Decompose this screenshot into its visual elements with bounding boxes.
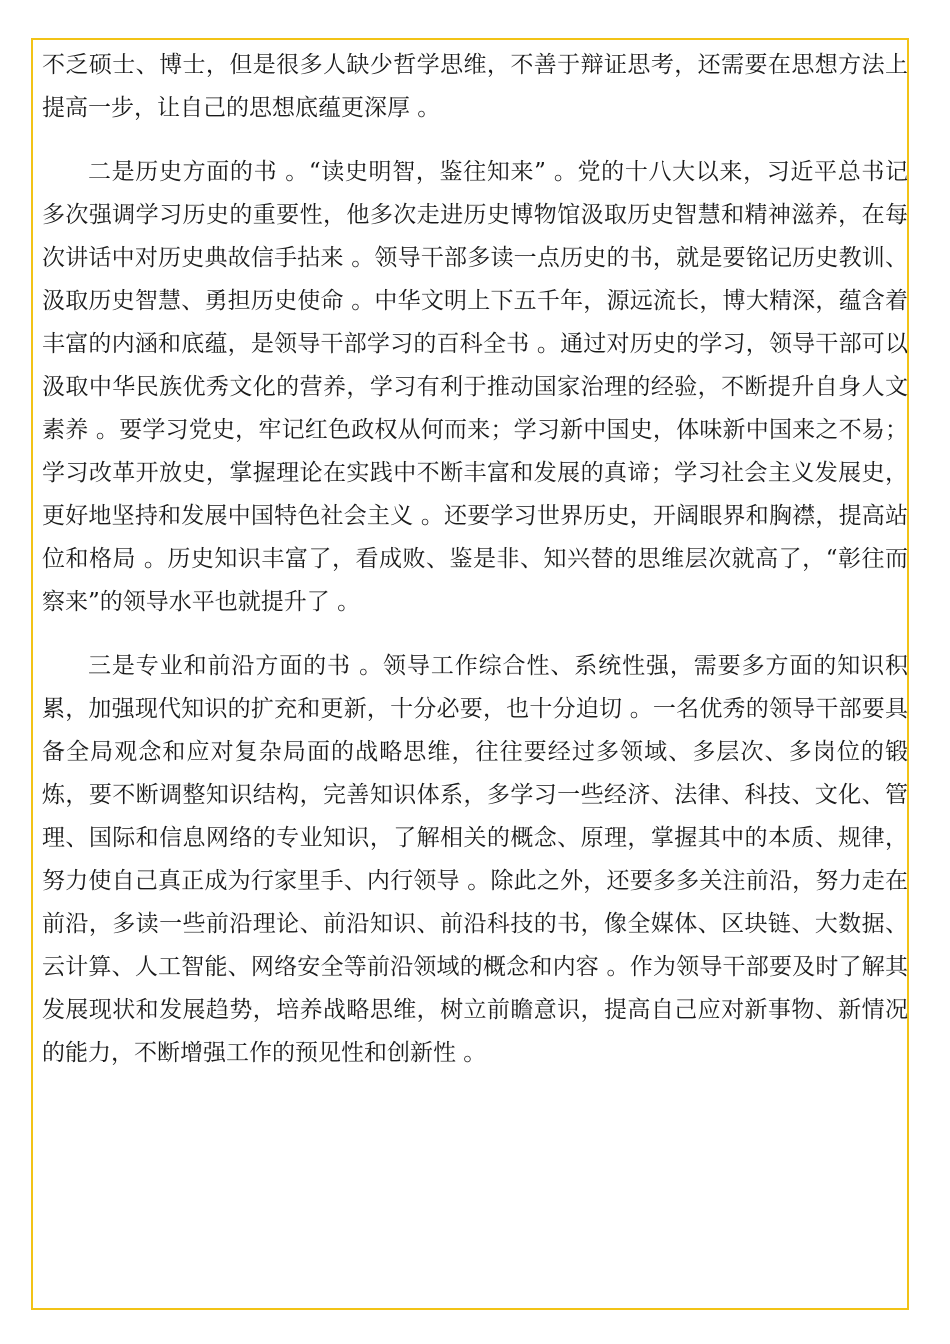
paragraph-history-books: 二是历史方面的书 。“读史明智，鉴往知来” 。党的十八大以来，习近平总书记多次强调学习历史的重要性，他多次走进历史博物馆汲取历史智慧和精神滋养，在每次讲话中对历史典故信手拈来 。领导干部多读一点历史的书，就是要铭记历史教训、汲取历史智慧、勇担历史使命 。中华文明上下五千年，源远流长，博大精深，蕴含着丰富的内涵和底蕴，是领导干部学习的百科全书 。通过对历史的学习，领导干部可以汲取中华民族优秀文化的营养，学习有利于推动国家治理的经验，不断提升自身人文素养 。要学习党史，牢记红色政权从何而来；学习新中国史，体味新中国来之不易；学习改革开放史，掌握理论在实践中不断丰富和发展的真谛；学习社会主义发展史，更好地坚持和发展中国特色社会主义 。还要学习世界历史，开阔眼界和胸襟，提高站位和格局 。历史知识丰富了，看成败、鉴是非、知兴替的思维层次就高了，“彰往而察来”的领导水平也就提升了 。 bbox=[42, 159, 908, 615]
paragraph-professional-books: 三是专业和前沿方面的书 。领导工作综合性、系统性强，需要多方面的知识积累，加强现代知识的扩充和更新，十分必要，也十分迫切 。一名优秀的领导干部要具备全局观念和应对复杂局面的战略思维，往往要经过多领域、多层次、多岗位的锻炼，要不断调整知识结构，完善知识体系，多学习一些经济、法律、科技、文化、管理、国际和信息网络的专业知识，了解相关的概念、原理，掌握其中的本质、规律，努力使自己真正成为行家里手、内行领导 。除此之外，还要多多关注前沿，努力走在前沿，多读一些前沿理论、前沿知识、前沿科技的书，像全媒体、区块链、大数据、云计算、人工智能、网络安全等前沿领域的概念和内容 。作为领导干部要及时了解其发展现状和发展趋势，培养战略思维，树立前瞻意识，提高自己应对新事物、新情况的能力，不断增强工作的预见性和创新性 。 bbox=[42, 653, 908, 1066]
document-body bbox=[42, 44, 908, 1075]
paragraph-continuation: 不乏硕士、博士，但是很多人缺少哲学思维，不善于辩证思考，还需要在思想方法上提高一步，让自己的思想底蕴更深厚 。 bbox=[42, 52, 908, 121]
